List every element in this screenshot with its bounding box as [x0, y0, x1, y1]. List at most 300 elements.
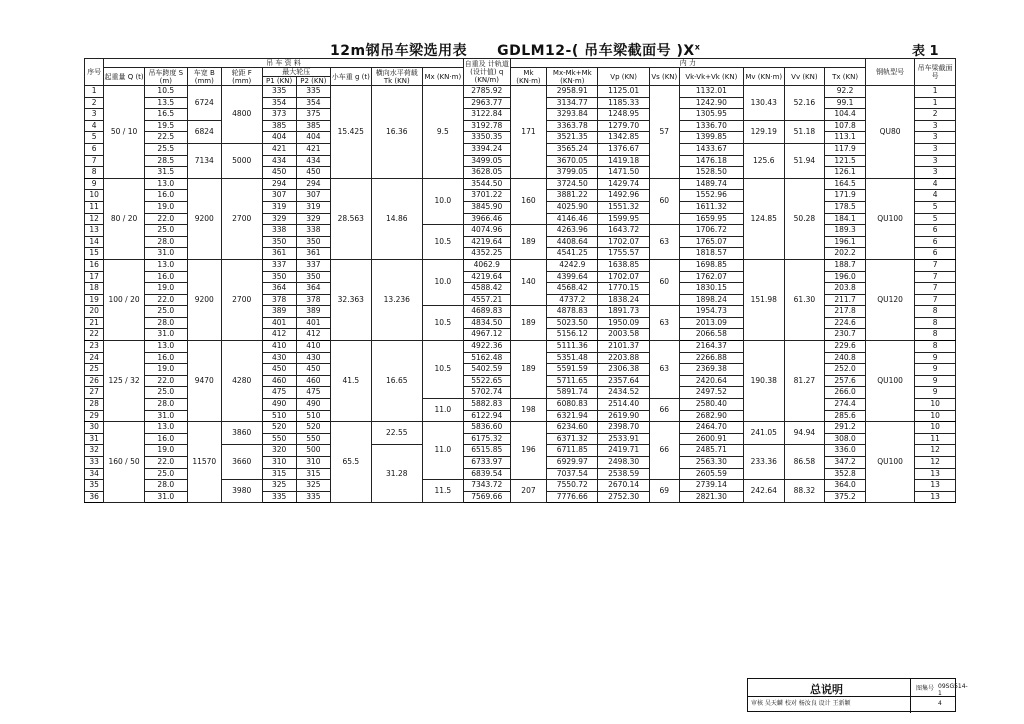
- cell-mk: 198: [510, 399, 546, 422]
- cell-p2: 410: [296, 341, 330, 353]
- cell-mk: 189: [510, 341, 546, 399]
- cell-seq: 2: [85, 97, 104, 109]
- header-section: 吊车梁截面号: [915, 59, 956, 86]
- cell-vp: 1891.73: [598, 306, 649, 318]
- cell-vp: 2419.71: [598, 445, 649, 457]
- header-vs: Vs (KN): [649, 68, 679, 86]
- cell-msum: 6711.85: [547, 445, 598, 457]
- header-crane-group: 吊 车 资 料: [104, 59, 463, 68]
- cell-tx: 104.4: [825, 109, 866, 121]
- cell-self-weight: 10.5: [422, 341, 463, 399]
- cell-vsum: 1659.95: [679, 213, 743, 225]
- cell-vp: 1492.96: [598, 190, 649, 202]
- cell-p1: 434: [262, 155, 296, 167]
- cell-seq: 5: [85, 132, 104, 144]
- cell-tx: 99.1: [825, 97, 866, 109]
- cell-seq: 15: [85, 248, 104, 260]
- cell-tx: 113.1: [825, 132, 866, 144]
- cell-vp: 2538.59: [598, 468, 649, 480]
- header-vp: Vp (KN): [598, 68, 649, 86]
- cell-p2: 490: [296, 399, 330, 411]
- cell-p2: 434: [296, 155, 330, 167]
- cell-p1: 450: [262, 167, 296, 179]
- cell-tx: 107.8: [825, 120, 866, 132]
- cell-msum: 7037.54: [547, 468, 598, 480]
- cell-mv: 129.19: [743, 120, 784, 143]
- cell-mx: 5522.65: [463, 375, 510, 387]
- cell-seq: 32: [85, 445, 104, 457]
- cell-section: 7: [915, 271, 956, 283]
- cell-vs: 63: [649, 306, 679, 341]
- cell-span: 25.0: [144, 306, 187, 318]
- header-wheelbase: 轮距 F (mm): [221, 68, 262, 86]
- cell-section: 3: [915, 167, 956, 179]
- cell-p1: 320: [262, 445, 296, 457]
- cell-vs: 60: [649, 259, 679, 305]
- cell-p2: 375: [296, 109, 330, 121]
- cell-vsum: 1830.15: [679, 283, 743, 295]
- cell-p1: 310: [262, 457, 296, 469]
- cell-mv: 130.43: [743, 86, 784, 121]
- cell-p1: 364: [262, 283, 296, 295]
- cell-vsum: 2580.40: [679, 399, 743, 411]
- cell-vv: 52.16: [784, 86, 825, 121]
- cell-section: 3: [915, 132, 956, 144]
- title-block-roles: 审核 吴天麟 校对 杨汝良 设计 王新颖: [751, 700, 851, 707]
- cell-vp: 1551.32: [598, 201, 649, 213]
- cell-msum: 4568.42: [547, 283, 598, 295]
- cell-vp: 2357.64: [598, 375, 649, 387]
- title-block: [747, 678, 968, 712]
- cell-msum: 2958.91: [547, 86, 598, 98]
- cell-vp: 2434.52: [598, 387, 649, 399]
- cell-span: 31.5: [144, 167, 187, 179]
- cell-section: 9: [915, 387, 956, 399]
- cell-p1: 385: [262, 120, 296, 132]
- cell-msum: 6234.60: [547, 422, 598, 434]
- cell-msum: 4146.46: [547, 213, 598, 225]
- cell-vv: 88.32: [784, 480, 825, 503]
- cell-p2: 310: [296, 457, 330, 469]
- cell-vsum: 1433.67: [679, 143, 743, 155]
- cell-p2: 500: [296, 445, 330, 457]
- cell-seq: 13: [85, 225, 104, 237]
- cell-vsum: 2369.38: [679, 364, 743, 376]
- cell-msum: 6929.97: [547, 457, 598, 469]
- cell-msum: 3724.50: [547, 178, 598, 190]
- cell-span: 22.0: [144, 213, 187, 225]
- cell-vv: 94.94: [784, 422, 825, 445]
- cell-p2: 421: [296, 143, 330, 155]
- cell-p2: 350: [296, 271, 330, 283]
- cell-msum: 4878.83: [547, 306, 598, 318]
- cell-section: 6: [915, 248, 956, 260]
- cell-small-car: 32.363: [330, 259, 371, 340]
- cell-p2: 378: [296, 294, 330, 306]
- cell-mx: 3544.50: [463, 178, 510, 190]
- cell-vp: 2101.37: [598, 341, 649, 353]
- cell-span: 22.0: [144, 375, 187, 387]
- cell-vp: 1638.85: [598, 259, 649, 271]
- header-vv: Vv (KN): [784, 68, 825, 86]
- cell-section: 8: [915, 306, 956, 318]
- table-body: [85, 86, 956, 503]
- cell-mx: 3192.78: [463, 120, 510, 132]
- cell-seq: 22: [85, 329, 104, 341]
- header-mx: Mx (KN·m): [422, 68, 463, 86]
- cell-span: 28.0: [144, 399, 187, 411]
- cell-mx: 3701.22: [463, 190, 510, 202]
- cell-mx: 4074.96: [463, 225, 510, 237]
- cell-seq: 3: [85, 109, 104, 121]
- cell-p2: 294: [296, 178, 330, 190]
- cell-mx: 6839.54: [463, 468, 510, 480]
- cell-section: 8: [915, 341, 956, 353]
- cell-seq: 29: [85, 410, 104, 422]
- title-block-page: 4: [938, 700, 942, 707]
- cell-p2: 307: [296, 190, 330, 202]
- cell-tx: 117.9: [825, 143, 866, 155]
- cell-tx: 203.8: [825, 283, 866, 295]
- cell-vs: 63: [649, 225, 679, 260]
- cell-tx: 274.4: [825, 399, 866, 411]
- cell-span: 16.0: [144, 352, 187, 364]
- header-capacity: 起重量 Q (t): [104, 68, 145, 86]
- cell-section: 8: [915, 329, 956, 341]
- cell-lateral: 16.65: [371, 341, 422, 422]
- cell-mv: 125.6: [743, 143, 784, 178]
- cell-vsum: 2266.88: [679, 352, 743, 364]
- cell-p1: 378: [262, 294, 296, 306]
- cell-vp: 2306.38: [598, 364, 649, 376]
- cell-width: 9470: [187, 341, 221, 422]
- table-row: [85, 422, 956, 434]
- cell-self-weight: 11.0: [422, 399, 463, 422]
- cell-tx: 126.1: [825, 167, 866, 179]
- cell-vsum: 2013.09: [679, 317, 743, 329]
- cell-section: 3: [915, 120, 956, 132]
- cell-vsum: 2563.30: [679, 457, 743, 469]
- cell-p1: 361: [262, 248, 296, 260]
- cell-section: 10: [915, 422, 956, 434]
- cell-vp: 2752.30: [598, 491, 649, 503]
- cell-msum: 5891.74: [547, 387, 598, 399]
- cell-tx: 291.2: [825, 422, 866, 434]
- cell-mx: 3394.24: [463, 143, 510, 155]
- cell-section: 13: [915, 480, 956, 492]
- cell-vsum: 1489.74: [679, 178, 743, 190]
- cell-span: 28.0: [144, 236, 187, 248]
- cell-p1: 412: [262, 329, 296, 341]
- cell-vsum: 1528.50: [679, 167, 743, 179]
- cell-tx: 230.7: [825, 329, 866, 341]
- cell-span: 31.0: [144, 248, 187, 260]
- cell-vp: 1376.67: [598, 143, 649, 155]
- cell-span: 31.0: [144, 410, 187, 422]
- cell-section: 4: [915, 190, 956, 202]
- cell-mx: 6733.97: [463, 457, 510, 469]
- cell-msum: 3134.77: [547, 97, 598, 109]
- title-block-code-label: 图集号: [916, 685, 935, 692]
- cell-p2: 550: [296, 433, 330, 445]
- cell-p2: 354: [296, 97, 330, 109]
- cell-vsum: 1476.18: [679, 155, 743, 167]
- cell-p2: 325: [296, 480, 330, 492]
- cell-span: 16.0: [144, 271, 187, 283]
- header-self-weight: 自重及 计轨道 (设计值) q (KN/m): [464, 60, 509, 84]
- cell-span: 16.0: [144, 433, 187, 445]
- header-span: 吊车跨度 S (m): [144, 68, 187, 86]
- cell-seq: 21: [85, 317, 104, 329]
- cell-vp: 1643.72: [598, 225, 649, 237]
- title-block-name: 总说明: [810, 683, 843, 696]
- cell-mx: 3499.05: [463, 155, 510, 167]
- cell-span: 22.5: [144, 132, 187, 144]
- cell-mx: 3350.35: [463, 132, 510, 144]
- cell-seq: 16: [85, 259, 104, 271]
- cell-mx: 4062.9: [463, 259, 510, 271]
- cell-vp: 2003.58: [598, 329, 649, 341]
- cell-span: 31.0: [144, 329, 187, 341]
- cell-mx: 6175.32: [463, 433, 510, 445]
- cell-rail: QU120: [865, 259, 914, 340]
- cell-tx: 375.2: [825, 491, 866, 503]
- cell-vsum: 1611.32: [679, 201, 743, 213]
- cell-span: 13.5: [144, 97, 187, 109]
- cell-p1: 389: [262, 306, 296, 318]
- cell-msum: 4242.9: [547, 259, 598, 271]
- cell-seq: 18: [85, 283, 104, 295]
- cell-msum: 7776.66: [547, 491, 598, 503]
- cell-self-weight: 10.0: [422, 259, 463, 305]
- cell-seq: 1: [85, 86, 104, 98]
- cell-msum: 4541.25: [547, 248, 598, 260]
- header-p2: P2 (KN): [296, 77, 330, 86]
- cell-p1: 319: [262, 201, 296, 213]
- cell-p1: 401: [262, 317, 296, 329]
- cell-vv: 81.27: [784, 341, 825, 422]
- cell-capacity: 50 / 10: [104, 86, 145, 179]
- cell-self-weight: 10.0: [422, 178, 463, 224]
- cell-tx: 257.6: [825, 375, 866, 387]
- cell-seq: 34: [85, 468, 104, 480]
- cell-mx: 5162.48: [463, 352, 510, 364]
- cell-msum: 6321.94: [547, 410, 598, 422]
- title-block-code: 09SG514-1: [938, 683, 968, 697]
- cell-vp: 1185.33: [598, 97, 649, 109]
- cell-tx: 202.2: [825, 248, 866, 260]
- cell-span: 13.0: [144, 341, 187, 353]
- cell-p2: 404: [296, 132, 330, 144]
- cell-wheelbase: 4800: [221, 86, 262, 144]
- cell-span: 16.0: [144, 190, 187, 202]
- cell-tx: 184.1: [825, 213, 866, 225]
- page-title: [330, 40, 700, 60]
- cell-vsum: 1399.85: [679, 132, 743, 144]
- cell-lateral: 13.236: [371, 259, 422, 340]
- cell-vsum: 1898.24: [679, 294, 743, 306]
- cell-vp: 1279.70: [598, 120, 649, 132]
- cell-mx: 4689.83: [463, 306, 510, 318]
- cell-p2: 335: [296, 491, 330, 503]
- cell-p2: 385: [296, 120, 330, 132]
- cell-p1: 337: [262, 259, 296, 271]
- cell-p2: 510: [296, 410, 330, 422]
- cell-span: 19.0: [144, 445, 187, 457]
- cell-span: 16.5: [144, 109, 187, 121]
- cell-span: 19.0: [144, 201, 187, 213]
- cell-p1: 307: [262, 190, 296, 202]
- cell-mx: 3845.90: [463, 201, 510, 213]
- cell-tx: 347.2: [825, 457, 866, 469]
- cell-section: 13: [915, 491, 956, 503]
- cell-seq: 28: [85, 399, 104, 411]
- cell-msum: 5156.12: [547, 329, 598, 341]
- cell-msum: 3799.05: [547, 167, 598, 179]
- cell-p1: 325: [262, 480, 296, 492]
- cell-mx: 4922.36: [463, 341, 510, 353]
- cell-mk: 207: [510, 480, 546, 503]
- cell-p1: 550: [262, 433, 296, 445]
- cell-span: 28.0: [144, 317, 187, 329]
- cell-vsum: 1954.73: [679, 306, 743, 318]
- cell-p1: 315: [262, 468, 296, 480]
- cell-section: 3: [915, 143, 956, 155]
- cell-msum: 3565.24: [547, 143, 598, 155]
- cell-mx: 2963.77: [463, 97, 510, 109]
- cell-mk: 196: [510, 422, 546, 480]
- cell-p2: 450: [296, 167, 330, 179]
- cell-vp: 1248.95: [598, 109, 649, 121]
- cell-tx: 266.0: [825, 387, 866, 399]
- cell-span: 13.0: [144, 259, 187, 271]
- cell-wheelbase: 4280: [221, 341, 262, 422]
- cell-p2: 315: [296, 468, 330, 480]
- cell-seq: 30: [85, 422, 104, 434]
- cell-lateral: 16.36: [371, 86, 422, 179]
- cell-section: 9: [915, 364, 956, 376]
- cell-section: 6: [915, 236, 956, 248]
- cell-width: 9200: [187, 178, 221, 259]
- table-row: [85, 341, 956, 353]
- cell-tx: 178.5: [825, 201, 866, 213]
- cell-msum: 5711.65: [547, 375, 598, 387]
- header-msum: Mx-Mk+Mk (KN·m): [547, 68, 598, 86]
- cell-vp: 2498.30: [598, 457, 649, 469]
- cell-span: 25.0: [144, 468, 187, 480]
- cell-self-weight: 10.5: [422, 225, 463, 260]
- cell-self-weight: 11.0: [422, 422, 463, 480]
- cell-seq: 14: [85, 236, 104, 248]
- cell-tx: 285.6: [825, 410, 866, 422]
- cell-p1: 430: [262, 352, 296, 364]
- cell-vp: 1755.57: [598, 248, 649, 260]
- table-row: [85, 178, 956, 190]
- cell-width: 9200: [187, 259, 221, 340]
- cell-vsum: 2485.71: [679, 445, 743, 457]
- cell-span: 28.0: [144, 480, 187, 492]
- cell-section: 5: [915, 213, 956, 225]
- cell-seq: 31: [85, 433, 104, 445]
- cell-vsum: 2164.37: [679, 341, 743, 353]
- cell-p2: 450: [296, 364, 330, 376]
- cell-rail: QU100: [865, 341, 914, 422]
- cell-tx: 229.6: [825, 341, 866, 353]
- cell-mk: 140: [510, 259, 546, 305]
- cell-vsum: 2497.52: [679, 387, 743, 399]
- cell-vv: 86.58: [784, 445, 825, 480]
- cell-vp: 2619.90: [598, 410, 649, 422]
- cell-p2: 335: [296, 86, 330, 98]
- cell-p1: 450: [262, 364, 296, 376]
- cell-vsum: 2420.64: [679, 375, 743, 387]
- cell-mv: 151.98: [743, 259, 784, 340]
- cell-p2: 338: [296, 225, 330, 237]
- header-seq: 序号: [85, 59, 104, 86]
- header-vsum: Vk-Vk+Vk (KN): [679, 68, 743, 86]
- cell-vp: 1125.01: [598, 86, 649, 98]
- cell-mv: 190.38: [743, 341, 784, 422]
- cell-span: 25.5: [144, 143, 187, 155]
- cell-width: 11570: [187, 422, 221, 503]
- cell-msum: 4408.64: [547, 236, 598, 248]
- cell-msum: 6080.83: [547, 399, 598, 411]
- cell-vsum: 1765.07: [679, 236, 743, 248]
- cell-mx: 6122.94: [463, 410, 510, 422]
- cell-vsum: 1242.90: [679, 97, 743, 109]
- cell-p1: 338: [262, 225, 296, 237]
- cell-tx: 196.1: [825, 236, 866, 248]
- cell-msum: 3521.35: [547, 132, 598, 144]
- cell-seq: 10: [85, 190, 104, 202]
- cell-msum: 6371.32: [547, 433, 598, 445]
- cell-vp: 1419.18: [598, 155, 649, 167]
- cell-vp: 1342.85: [598, 132, 649, 144]
- cell-rail: QU100: [865, 422, 914, 503]
- cell-span: 28.5: [144, 155, 187, 167]
- cell-capacity: 80 / 20: [104, 178, 145, 259]
- cell-p1: 404: [262, 132, 296, 144]
- cell-wheelbase: 3660: [221, 445, 262, 480]
- header-max-wheel: 最大轮压: [262, 68, 330, 77]
- cell-mx: 4352.25: [463, 248, 510, 260]
- cell-self-weight: 9.5: [422, 86, 463, 179]
- cell-rail: QU80: [865, 86, 914, 179]
- cell-vsum: 1706.72: [679, 225, 743, 237]
- cell-section: 9: [915, 352, 956, 364]
- cell-p2: 329: [296, 213, 330, 225]
- cell-p1: 354: [262, 97, 296, 109]
- cell-vv: 51.18: [784, 120, 825, 143]
- cell-wheelbase: 5000: [221, 143, 262, 178]
- table-row: [85, 86, 956, 98]
- cell-wheelbase: 2700: [221, 178, 262, 259]
- cell-msum: 5111.36: [547, 341, 598, 353]
- cell-tx: 352.8: [825, 468, 866, 480]
- cell-mx: 7343.72: [463, 480, 510, 492]
- cell-p1: 329: [262, 213, 296, 225]
- cell-p2: 475: [296, 387, 330, 399]
- cell-p2: 364: [296, 283, 330, 295]
- cell-p1: 510: [262, 410, 296, 422]
- cell-vsum: 1305.95: [679, 109, 743, 121]
- cell-vv: 50.28: [784, 178, 825, 259]
- cell-tx: 364.0: [825, 480, 866, 492]
- header-tx: Tx (KN): [825, 68, 866, 86]
- cell-seq: 23: [85, 341, 104, 353]
- table-number: 表 1: [912, 44, 939, 59]
- cell-vsum: 1336.70: [679, 120, 743, 132]
